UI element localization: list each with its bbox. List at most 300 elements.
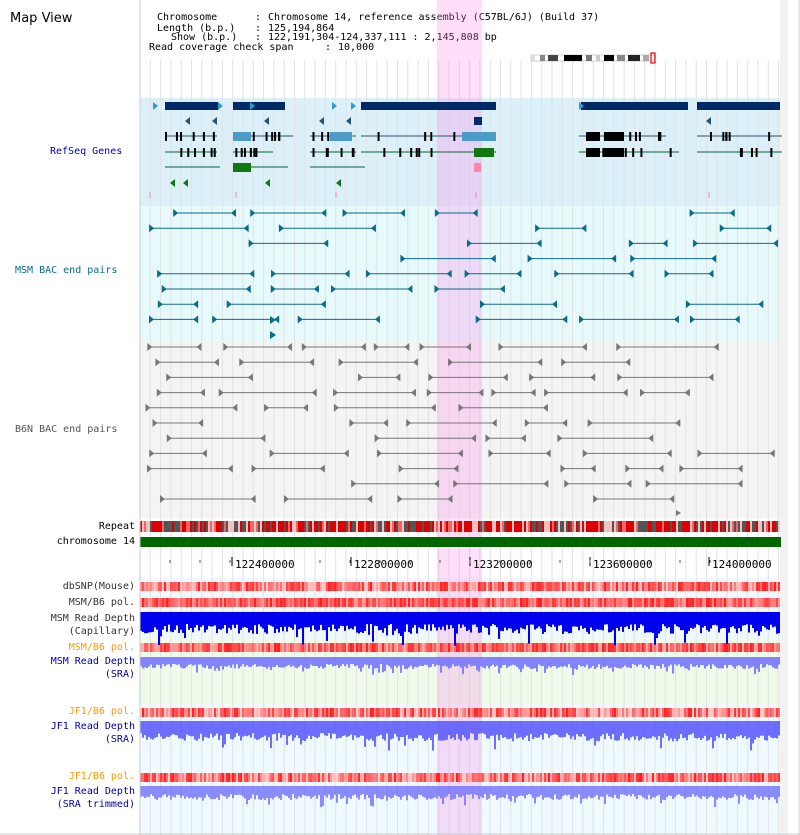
msm-depth-sra-bar xyxy=(378,657,380,673)
repeat-mark xyxy=(432,521,434,532)
msm-depth-cap-bar xyxy=(332,612,334,625)
repeat-mark xyxy=(216,521,218,532)
msm-depth-sra-bar xyxy=(658,657,660,666)
repeat-mark xyxy=(320,521,322,532)
jf1-b6-pol-trim-mark xyxy=(316,773,318,782)
repeat-mark xyxy=(742,521,744,532)
msm-b6-pol-sra-mark xyxy=(542,643,544,652)
jf1-depth-trim-bar xyxy=(368,786,370,798)
jf1-b6-pol-mark xyxy=(660,708,662,717)
jf1-b6-pol-trim-mark xyxy=(660,773,662,782)
msm-depth-cap-bar xyxy=(414,612,416,625)
jf1-b6-pol-mark xyxy=(244,708,246,717)
jf1-b6-pol-mark xyxy=(270,708,272,717)
msm-b6-pol-sra-mark xyxy=(314,643,316,652)
msm-depth-sra-bar xyxy=(600,657,602,669)
msm-b6-pol-mark xyxy=(532,598,534,607)
dbsnp-mark xyxy=(700,582,702,591)
jf1-b6-pol-mark xyxy=(350,708,352,717)
jf1-depth-trim-bar xyxy=(406,786,408,800)
exon xyxy=(632,148,634,157)
msm-b6-pol-mark xyxy=(778,598,780,607)
track-label-jf1-b6-pol-trim: JF1/B6 pol. xyxy=(68,771,135,782)
jf1-depth-trim-bar xyxy=(244,786,246,798)
jf1-depth-sra-bar xyxy=(188,721,190,736)
msm-b6-pol-mark xyxy=(508,598,510,607)
msm-b6-pol-mark xyxy=(264,598,266,607)
jf1-b6-pol-trim-mark xyxy=(764,773,766,782)
jf1-depth-trim-bar xyxy=(392,786,394,798)
jf1-depth-sra-bar xyxy=(478,721,480,734)
dbsnp-mark xyxy=(386,582,388,591)
jf1-b6-pol-trim-mark xyxy=(446,773,448,782)
msm-depth-sra-bar xyxy=(404,657,406,669)
jf1-depth-sra-bar xyxy=(764,721,766,740)
jf1-depth-sra-bar xyxy=(346,721,348,737)
exon-block xyxy=(586,148,600,157)
jf1-depth-sra-bar xyxy=(236,721,238,733)
dbsnp-mark xyxy=(272,582,274,591)
msm-b6-pol-mark xyxy=(146,598,148,607)
msm-depth-cap-bar xyxy=(346,612,348,626)
msm-depth-sra-bar xyxy=(342,657,344,664)
repeat-mark xyxy=(208,521,210,532)
jf1-b6-pol-mark xyxy=(236,708,238,717)
msm-b6-pol-mark xyxy=(502,598,504,607)
jf1-depth-trim-bar xyxy=(506,786,508,795)
repeat-mark xyxy=(284,521,286,532)
repeat-mark xyxy=(348,521,350,532)
msm-depth-sra-bar xyxy=(632,657,634,664)
msm-b6-pol-mark xyxy=(560,598,562,607)
msm-b6-pol-mark xyxy=(612,598,614,607)
msm-b6-pol-mark xyxy=(290,598,292,607)
jf1-depth-sra-bar xyxy=(330,721,332,739)
jf1-depth-trim-bar xyxy=(282,786,284,794)
jf1-depth-trim-bar xyxy=(256,786,258,795)
jf1-depth-sra-bar xyxy=(368,721,370,740)
jf1-b6-pol-mark xyxy=(450,708,452,717)
jf1-b6-pol-trim-mark xyxy=(370,773,372,782)
msm-b6-pol-mark xyxy=(354,598,356,607)
msm-depth-sra-bar xyxy=(204,657,206,668)
msm-b6-pol-sra-mark xyxy=(516,643,518,652)
dbsnp-mark xyxy=(278,582,280,591)
jf1-b6-pol-trim-mark xyxy=(196,773,198,782)
msm-b6-pol-mark xyxy=(512,598,514,607)
msm-b6-pol-sra-mark xyxy=(562,643,564,652)
msm-depth-cap-bar xyxy=(222,612,224,628)
dbsnp-mark xyxy=(310,582,312,591)
repeat-mark xyxy=(254,521,256,532)
msm-depth-sra-bar xyxy=(532,657,534,669)
dbsnp-mark xyxy=(438,582,440,591)
jf1-b6-pol-trim-mark xyxy=(406,773,408,782)
msm-depth-sra-bar xyxy=(624,657,626,666)
msm-b6-pol-sra-mark xyxy=(246,643,248,652)
msm-depth-sra-bar xyxy=(566,657,568,667)
exon xyxy=(253,148,255,157)
dbsnp-mark xyxy=(476,582,478,591)
repeat-mark xyxy=(168,521,170,532)
jf1-depth-trim-bar xyxy=(492,786,494,796)
jf1-b6-pol-mark xyxy=(308,708,310,717)
jf1-b6-pol-mark xyxy=(234,708,236,717)
msm-depth-sra-bar xyxy=(376,657,378,668)
repeat-mark xyxy=(186,521,188,532)
msm-depth-sra-bar xyxy=(672,657,674,674)
msm-b6-pol-mark xyxy=(578,598,580,607)
msm-depth-cap-bar xyxy=(254,612,256,625)
msm-b6-pol-sra-mark xyxy=(146,643,148,652)
jf1-b6-pol-trim-mark xyxy=(552,773,554,782)
jf1-depth-sra-bar xyxy=(234,721,236,737)
msm-depth-cap-bar xyxy=(634,612,636,624)
dbsnp-mark xyxy=(252,582,254,591)
exon xyxy=(431,148,433,157)
msm-depth-sra-bar xyxy=(252,657,254,665)
msm-depth-cap-bar xyxy=(618,612,620,631)
repeat-mark xyxy=(416,521,418,532)
jf1-depth-trim-bar xyxy=(626,786,628,796)
msm-depth-cap-bar xyxy=(258,612,260,624)
dbsnp-mark xyxy=(714,582,716,591)
jf1-b6-pol-mark xyxy=(768,708,770,717)
jf1-b6-pol-trim-mark xyxy=(464,773,466,782)
msm-b6-pol-mark xyxy=(744,598,746,607)
msm-depth-sra-bar xyxy=(466,657,468,668)
jf1-b6-pol-mark xyxy=(370,708,372,717)
jf1-b6-pol-trim-mark xyxy=(680,773,682,782)
jf1-depth-trim-bar xyxy=(238,786,240,795)
repeat-mark xyxy=(414,521,416,532)
jf1-b6-pol-mark xyxy=(682,708,684,717)
jf1-b6-pol-trim-mark xyxy=(712,773,714,782)
dbsnp-mark xyxy=(740,582,742,591)
jf1-depth-sra-bar xyxy=(698,721,700,738)
jf1-depth-sra-bar xyxy=(728,721,730,738)
dbsnp-mark xyxy=(200,582,202,591)
repeat-mark xyxy=(522,521,524,532)
msm-depth-cap-bar xyxy=(532,612,534,625)
msm-b6-pol-mark xyxy=(416,598,418,607)
msm-depth-sra-bar xyxy=(528,657,530,667)
msm-b6-pol-mark xyxy=(294,598,296,607)
jf1-depth-trim-bar xyxy=(554,786,556,795)
jf1-depth-sra-bar xyxy=(428,721,430,738)
msm-b6-pol-mark xyxy=(580,598,582,607)
msm-depth-sra-bar xyxy=(176,657,178,665)
jf1-b6-pol-trim-mark xyxy=(538,773,540,782)
jf1-b6-pol-mark xyxy=(420,708,422,717)
jf1-b6-pol-mark xyxy=(564,708,566,717)
dbsnp-mark xyxy=(668,582,670,591)
dbsnp-mark xyxy=(284,582,286,591)
jf1-depth-sra-bar xyxy=(224,721,226,744)
repeat-mark xyxy=(616,521,618,532)
dbsnp-mark xyxy=(414,582,416,591)
msm-depth-cap-bar xyxy=(668,612,670,627)
dbsnp-mark xyxy=(350,582,352,591)
jf1-depth-sra-bar xyxy=(226,721,228,734)
msm-depth-cap-bar xyxy=(674,612,676,624)
msm-depth-sra-bar xyxy=(340,657,342,666)
jf1-depth-sra-bar xyxy=(156,721,158,737)
msm-depth-cap-bar xyxy=(524,612,526,629)
jf1-b6-pol-trim-mark xyxy=(304,773,306,782)
jf1-depth-trim-bar xyxy=(422,786,424,797)
msm-b6-pol-mark xyxy=(368,598,370,607)
dbsnp-mark xyxy=(570,582,572,591)
exon xyxy=(327,132,329,141)
jf1-b6-pol-trim-mark xyxy=(334,773,336,782)
jf1-depth-trim-bar xyxy=(774,786,776,799)
dbsnp-mark xyxy=(542,582,544,591)
dbsnp-mark xyxy=(568,582,570,591)
dbsnp-mark xyxy=(488,582,490,591)
jf1-b6-pol-trim-mark xyxy=(456,773,458,782)
jf1-depth-trim-bar xyxy=(652,786,654,797)
jf1-depth-trim-bar xyxy=(538,786,540,797)
msm-b6-pol-sra-mark xyxy=(496,643,498,652)
jf1-b6-pol-trim-mark xyxy=(172,773,174,782)
msm-depth-sra-bar xyxy=(484,657,486,668)
msm-b6-pol-mark xyxy=(424,598,426,607)
jf1-b6-pol-trim-mark xyxy=(474,773,476,782)
msm-b6-pol-mark xyxy=(268,598,270,607)
repeat-mark xyxy=(558,521,560,532)
msm-b6-pol-mark xyxy=(306,598,308,607)
jf1-depth-sra-bar xyxy=(732,721,734,738)
jf1-b6-pol-mark xyxy=(386,708,388,717)
repeat-mark xyxy=(154,521,156,532)
jf1-depth-trim-bar xyxy=(528,786,530,794)
msm-b6-pol-sra-mark xyxy=(476,643,478,652)
jf1-b6-pol-trim-mark xyxy=(478,773,480,782)
jf1-b6-pol-mark xyxy=(778,708,780,717)
jf1-b6-pol-mark xyxy=(648,708,650,717)
msm-depth-cap-bar xyxy=(344,612,346,631)
dbsnp-mark xyxy=(396,582,398,591)
msm-depth-cap-bar xyxy=(320,612,322,625)
dbsnp-mark xyxy=(482,582,484,591)
msm-depth-sra-bar xyxy=(240,657,242,666)
repeat-mark xyxy=(746,521,748,532)
msm-b6-pol-mark xyxy=(634,598,636,607)
msm-b6-pol-mark xyxy=(606,598,608,607)
jf1-b6-pol-mark xyxy=(446,708,448,717)
msm-depth-sra-bar xyxy=(282,657,284,668)
jf1-b6-pol-mark xyxy=(516,708,518,717)
dbsnp-mark xyxy=(330,582,332,591)
msm-depth-sra-bar xyxy=(236,657,238,664)
msm-depth-sra-bar xyxy=(488,657,490,668)
jf1-b6-pol-mark xyxy=(198,708,200,717)
jf1-b6-pol-trim-mark xyxy=(454,773,456,782)
msm-depth-cap-bar xyxy=(734,612,736,629)
jf1-depth-sra-bar xyxy=(286,721,288,745)
jf1-depth-sra-bar xyxy=(488,721,490,739)
jf1-depth-trim-bar xyxy=(546,786,548,797)
msm-depth-sra-bar xyxy=(286,657,288,666)
msm-b6-pol-sra-mark xyxy=(254,643,256,652)
msm-depth-cap-bar xyxy=(606,612,608,624)
repeat-mark xyxy=(734,521,736,532)
jf1-depth-sra-bar xyxy=(150,721,152,739)
dbsnp-mark xyxy=(246,582,248,591)
repeat-mark xyxy=(202,521,204,532)
msm-depth-cap-bar xyxy=(610,612,612,632)
jf1-b6-pol-trim-mark xyxy=(576,773,578,782)
jf1-b6-pol-mark xyxy=(714,708,716,717)
msm-depth-cap-bar xyxy=(394,612,396,631)
jf1-depth-trim-bar xyxy=(172,786,174,797)
exon-block xyxy=(233,163,251,172)
jf1-b6-pol-trim-mark xyxy=(650,773,652,782)
msm-b6-pol-sra-mark xyxy=(322,643,324,652)
dbsnp-mark xyxy=(182,582,184,591)
jf1-b6-pol-trim-mark xyxy=(518,773,520,782)
jf1-b6-pol-mark xyxy=(550,708,552,717)
repeat-mark xyxy=(316,521,318,532)
msm-b6-pol-mark xyxy=(696,598,698,607)
msm-b6-pol-sra-mark xyxy=(504,643,506,652)
msm-depth-cap-bar xyxy=(264,612,266,632)
msm-b6-pol-sra-mark xyxy=(670,643,672,652)
msm-b6-pol-sra-mark xyxy=(538,643,540,652)
jf1-b6-pol-mark xyxy=(528,708,530,717)
jf1-depth-trim-bar xyxy=(512,786,514,796)
jf1-depth-sra-bar xyxy=(602,721,604,734)
msm-b6-pol-mark xyxy=(638,598,640,607)
msm-b6-pol-sra-mark xyxy=(232,643,234,652)
repeat-mark xyxy=(290,521,292,532)
jf1-depth-trim-bar xyxy=(464,786,466,805)
jf1-depth-sra-bar xyxy=(332,721,334,734)
repeat-mark xyxy=(514,521,516,532)
repeat-mark xyxy=(632,521,634,532)
dbsnp-mark xyxy=(544,582,546,591)
jf1-b6-pol-trim-mark xyxy=(614,773,616,782)
repeat-mark xyxy=(666,521,668,532)
jf1-b6-pol-trim-mark xyxy=(682,773,684,782)
msm-b6-pol-sra-mark xyxy=(392,643,394,652)
dbsnp-mark xyxy=(514,582,516,591)
msm-depth-sra-bar xyxy=(692,657,694,667)
jf1-b6-pol-mark xyxy=(354,708,356,717)
msm-depth-sra-bar xyxy=(652,657,654,665)
jf1-b6-pol-trim-mark xyxy=(238,773,240,782)
dbsnp-mark xyxy=(464,582,466,591)
exon xyxy=(278,132,280,141)
exon xyxy=(353,148,355,157)
ideogram-band xyxy=(586,55,592,61)
msm-b6-pol-sra-mark xyxy=(434,643,436,652)
msm-depth-sra-bar xyxy=(662,657,664,664)
jf1-b6-pol-trim-mark xyxy=(554,773,556,782)
jf1-depth-trim-bar xyxy=(380,786,382,799)
dbsnp-mark xyxy=(406,582,408,591)
msm-b6-pol-sra-mark xyxy=(698,643,700,652)
exon-block xyxy=(604,148,624,157)
jf1-b6-pol-trim-mark xyxy=(208,773,210,782)
jf1-b6-pol-mark xyxy=(346,708,348,717)
repeat-mark xyxy=(356,521,358,532)
dbsnp-mark xyxy=(376,582,378,591)
jf1-depth-sra-bar xyxy=(406,721,408,735)
repeat-mark xyxy=(456,521,458,532)
msm-depth-sra-bar xyxy=(568,657,570,664)
msm-b6-pol-mark xyxy=(640,598,642,607)
jf1-depth-sra-bar xyxy=(726,721,728,740)
dbsnp-mark xyxy=(720,582,722,591)
msm-b6-pol-sra-mark xyxy=(236,643,238,652)
jf1-b6-pol-mark xyxy=(320,708,322,717)
jf1-b6-pol-mark xyxy=(422,708,424,717)
jf1-depth-sra-bar xyxy=(250,721,252,738)
jf1-b6-pol-trim-mark xyxy=(566,773,568,782)
jf1-depth-trim-bar xyxy=(694,786,696,797)
msm-depth-sra-bar xyxy=(746,657,748,665)
dbsnp-mark xyxy=(178,582,180,591)
jf1-depth-trim-bar xyxy=(736,786,738,796)
msm-depth-cap-bar xyxy=(260,612,262,627)
jf1-b6-pol-mark xyxy=(626,708,628,717)
dbsnp-mark xyxy=(756,582,758,591)
msm-depth-cap-bar xyxy=(558,612,560,626)
jf1-depth-trim-bar xyxy=(308,786,310,796)
jf1-depth-trim-bar xyxy=(360,786,362,795)
jf1-depth-sra-bar xyxy=(414,721,416,738)
jf1-b6-pol-trim-mark xyxy=(708,773,710,782)
msm-depth-sra-bar xyxy=(420,657,422,666)
repeat-mark xyxy=(644,521,646,532)
repeat-mark xyxy=(430,521,432,532)
jf1-depth-trim-bar xyxy=(340,786,342,799)
msm-b6-pol-mark xyxy=(344,598,346,607)
repeat-mark xyxy=(312,521,314,532)
dbsnp-mark xyxy=(404,582,406,591)
jf1-b6-pol-trim-mark xyxy=(292,773,294,782)
jf1-depth-sra-bar xyxy=(202,721,204,741)
msm-b6-pol-sra-mark xyxy=(406,643,408,652)
repeat-mark xyxy=(162,521,164,532)
repeat-mark xyxy=(588,521,590,532)
jf1-depth-sra-bar xyxy=(362,721,364,736)
repeat-mark xyxy=(504,521,506,532)
jf1-depth-sra-bar xyxy=(716,721,718,736)
msm-depth-sra-bar xyxy=(612,657,614,672)
jf1-depth-trim-bar xyxy=(686,786,688,797)
jf1-depth-trim-bar xyxy=(570,786,572,799)
msm-b6-pol-sra-mark xyxy=(628,643,630,652)
jf1-depth-sra-bar xyxy=(552,721,554,735)
msm-b6-pol-mark xyxy=(188,598,190,607)
msm-depth-sra-bar xyxy=(270,657,272,670)
msm-depth-sra-bar xyxy=(700,657,702,665)
dbsnp-mark xyxy=(294,582,296,591)
msm-depth-cap-bar xyxy=(272,612,274,627)
jf1-depth-trim-bar xyxy=(692,786,694,794)
msm-depth-cap-bar xyxy=(464,612,466,627)
jf1-depth-sra-bar xyxy=(386,721,388,734)
msm-depth-sra-bar xyxy=(576,657,578,670)
jf1-depth-trim-bar xyxy=(656,786,658,796)
dbsnp-mark xyxy=(332,582,334,591)
jf1-b6-pol-mark xyxy=(458,708,460,717)
length-value: 125,194,864 xyxy=(268,23,335,34)
msm-depth-sra-bar xyxy=(548,657,550,666)
